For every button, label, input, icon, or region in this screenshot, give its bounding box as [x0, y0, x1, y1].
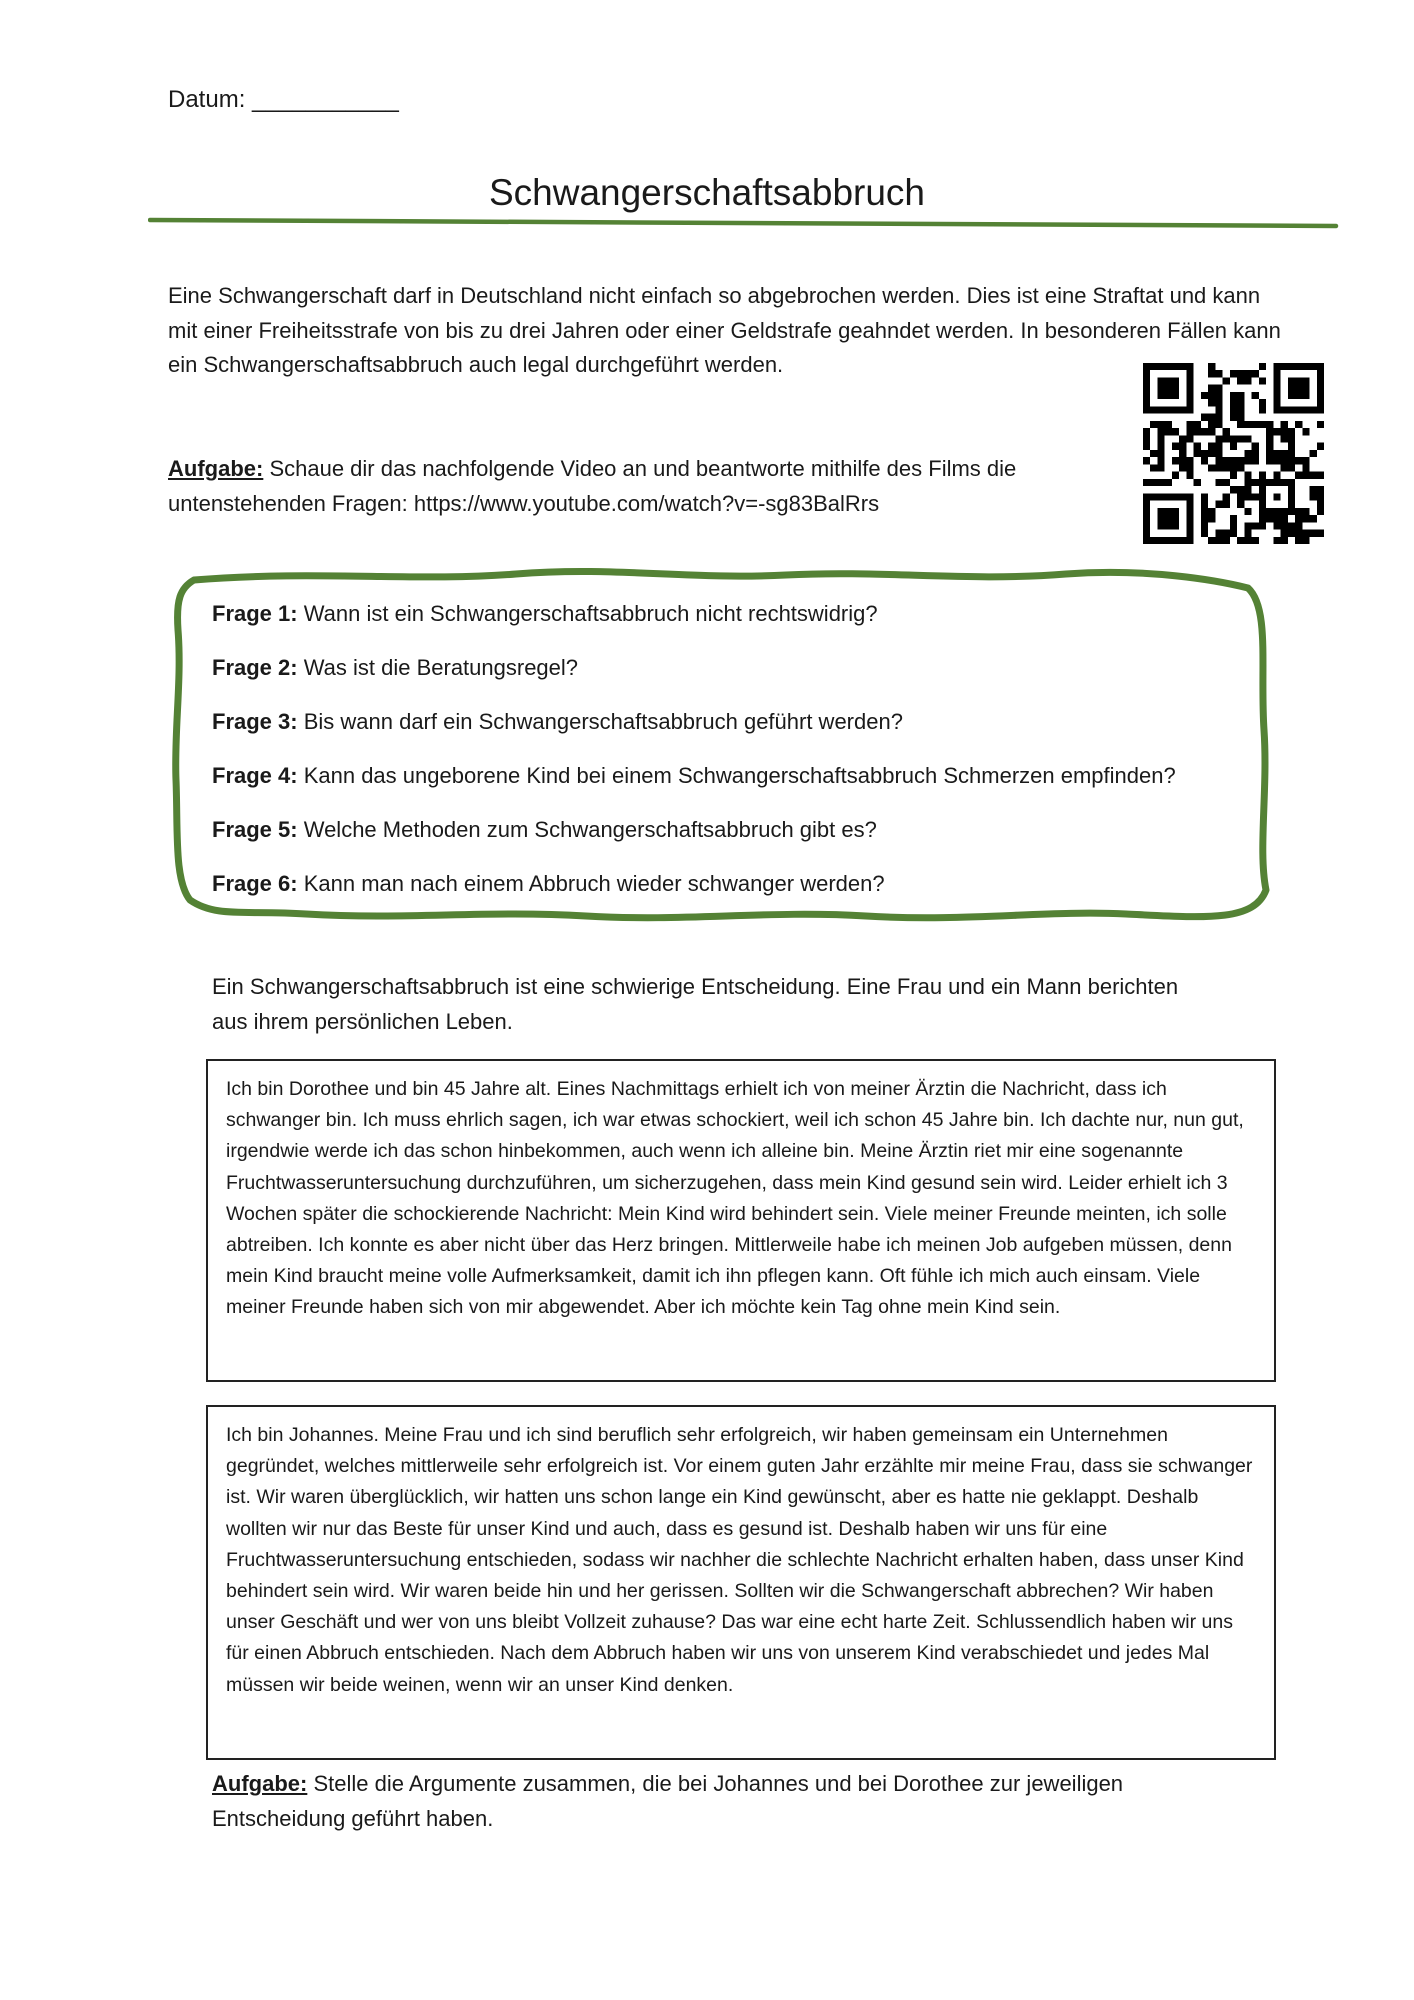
story-dorothee-text: Ich bin Dorothee und bin 45 Jahre alt. Eines Nachmittags erhielt ich von meiner Ärztin die Nachricht, dass ich schwanger bin. Ich muss ehrlich sagen, ich war etwas schockiert, weil ich schon 45 Jahre bin. Ich dachte nur, nun gut, irgendwie werde ich das schon hinbekommen, auch wenn ich alleine bin. Meine Ärztin riet mir eine sogenannte Fruchtwasseruntersuchung durchzuführen, um sicherzugehen, dass mein Kind gesund sein wird. Leider erhielt ich 3 Wochen später die schockierende Nachricht: Mein Kind wird behindert sein. Viele meiner Freunde meinten, ich solle abtreiben. Ich konnte es aber nicht über das Herz bringen. Mittlerweile habe ich meinen Job aufgeben müssen, denn mein Kind braucht meine volle Aufmerksamkeit, damit ich ihn pflegen kann. Oft fühle ich mich auch einsam. Viele meiner Freunde haben sich von mir abgewendet. Aber ich möchte kein Tag ohne mein Kind sein.: [226, 1078, 1244, 1319]
question-2: [212, 655, 578, 681]
question-1: [212, 601, 878, 627]
date-field: Datum: ___________: [168, 86, 399, 113]
question-text: Kann das ungeborene Kind bei einem Schwangerschaftsabbruch Schmerzen empfinden?: [297, 763, 1176, 788]
task-2-label: Aufgabe:: [212, 1771, 308, 1796]
question-6: [212, 871, 885, 897]
task-2: [212, 1767, 1262, 1836]
task-2-text: Stelle die Argumente zusammen, die bei Johannes und bei Dorothee zur jeweiligen Entscheidung geführt haben.: [212, 1771, 1124, 1831]
question-text: Was ist die Beratungsregel?: [297, 655, 579, 680]
question-text: Bis wann darf ein Schwangerschaftsabbruch geführt werden?: [297, 709, 903, 734]
task-1-text: Schaue dir das nachfolgende Video an und beantworte mithilfe des Films die untenstehenden Fragen: https://www.youtube.com/watch?v=-sg83BalRrs: [168, 456, 1017, 516]
question-label: Frage 3:: [212, 709, 298, 734]
question-label: Frage 1:: [212, 601, 298, 626]
question-label: Frage 6:: [212, 871, 298, 896]
task-1-label: Aufgabe:: [168, 456, 264, 481]
question-text: Welche Methoden zum Schwangerschaftsabbruch gibt es?: [297, 817, 877, 842]
question-label: Frage 2:: [212, 655, 298, 680]
question-label: Frage 4:: [212, 763, 298, 788]
task-1: [168, 452, 1118, 521]
title-underline: [148, 214, 1340, 232]
question-text: Wann ist ein Schwangerschaftsabbruch nicht rechtswidrig?: [297, 601, 878, 626]
question-3: [212, 709, 903, 735]
story-box-johannes: [206, 1405, 1276, 1760]
intro-paragraph: Eine Schwangerschaft darf in Deutschland nicht einfach so abgebrochen werden. Dies ist eine Straftat und kann mit einer Freiheitsstrafe von bis zu drei Jahren oder einer Geldstrafe geahndet werden. In besonderen Fällen kann ein Schwangerschaftsabbruch auch legal durchgeführt werden.: [168, 283, 1281, 377]
question-text: Kann man nach einem Abbruch wieder schwanger werden?: [297, 871, 885, 896]
story-box-dorothee: [206, 1059, 1276, 1382]
question-4: [212, 763, 1176, 789]
transition-paragraph: Ein Schwangerschaftsabbruch ist eine schwierige Entscheidung. Eine Frau und ein Mann berichten aus ihrem persönlichen Leben.: [212, 974, 1179, 1034]
story-johannes-text: Ich bin Johannes. Meine Frau und ich sind beruflich sehr erfolgreich, wir haben gemeinsam ein Unternehmen gegründet, welches mittlerweile sehr erfolgreich ist. Vor einem guten Jahr erzählte mir meine Frau, dass sie schwanger ist. Wir waren überglücklich, wir hatten uns schon lange ein Kind gewünscht, aber es hatte nie geklappt. Deshalb wollten wir nur das Beste für unser Kind und auch, dass es gesund ist. Deshalb haben wir uns für eine Fruchtwasseruntersuchung entschieden, sodass wir nachher die schlechte Nachricht erhalten haben, dass unser Kind behindert sein wird. Wir waren beide hin und her gerissen. Sollten wir die Schwangerschaft abbrechen? Wir haben unser Geschäft und wer von uns bleibt Vollzeit zuhause? Das war eine echt harte Zeit. Schlussendlich haben wir uns für einen Abbruch entschieden. Nach dem Abbruch haben wir uns von unserem Kind verabschiedet und jedes Mal müssen wir beide weinen, wenn wir an unser Kind denken.: [226, 1424, 1253, 1696]
question-5: [212, 817, 877, 843]
page-title: Schwangerschaftsabbruch: [488, 172, 926, 213]
question-label: Frage 5:: [212, 817, 298, 842]
qr-code-icon: [1143, 363, 1324, 544]
